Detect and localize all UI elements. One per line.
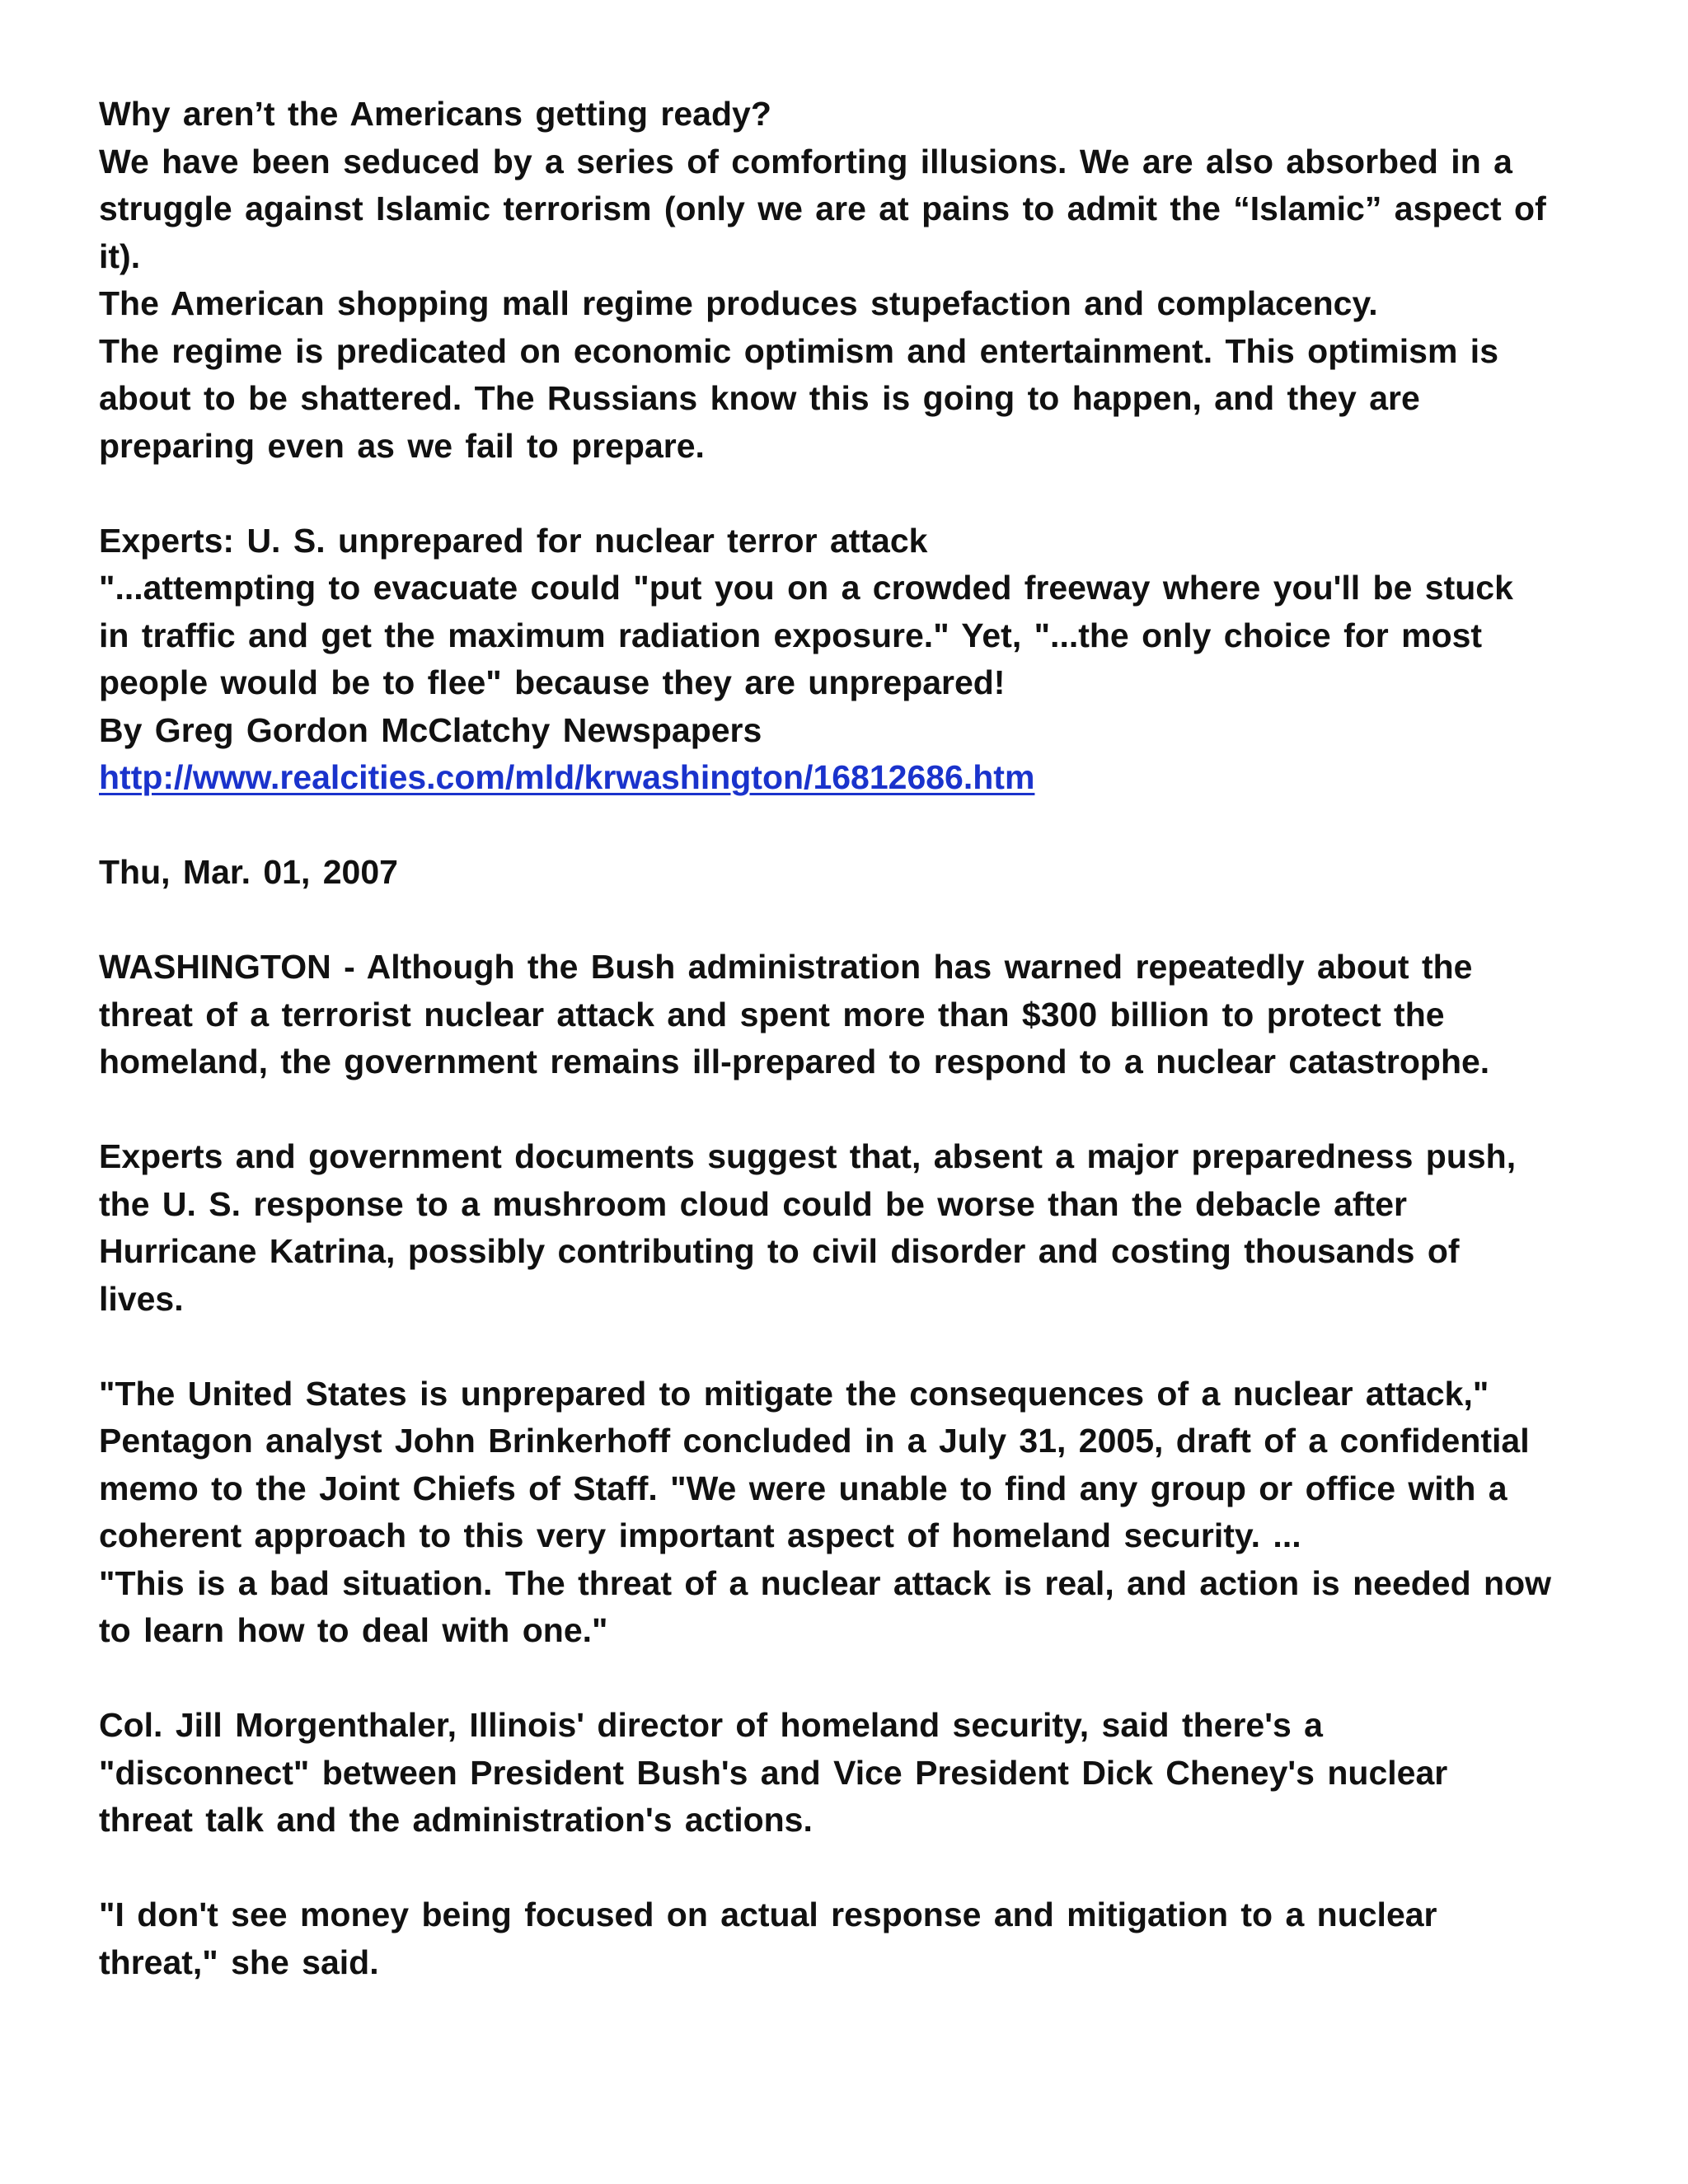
- paragraph-line: "This is a bad situation. The threat of a nuclear attack is real, and action is needed now: [99, 1563, 1552, 1602]
- intro-line: preparing even as we fail to prepare.: [99, 426, 705, 465]
- intro-line: it).: [99, 237, 141, 275]
- intro-line: The American shopping mall regime produces stupefaction and complacency.: [99, 284, 1378, 322]
- paragraph-line: homeland, the government remains ill-prepared to respond to a nuclear catastrophe.: [99, 1043, 1490, 1080]
- dateline: Thu, Mar. 01, 2007: [99, 853, 398, 891]
- document-page: [99, 91, 1582, 2034]
- headline-quote-line: people would be to flee" because they are unprepared!: [99, 663, 1006, 701]
- article-paragraph-2: [99, 1133, 1582, 1323]
- paragraph-line: to learn how to deal with one.": [99, 1611, 608, 1649]
- article-headline: Experts: U. S. unprepared for nuclear terror attack: [99, 521, 928, 560]
- paragraph-line: "The United States is unprepared to mitigate the consequences of a nuclear attack,": [99, 1374, 1489, 1413]
- paragraph-line: "I don't see money being focused on actual response and mitigation to a nuclear: [99, 1896, 1437, 1933]
- article-paragraph-5: [99, 1891, 1582, 1986]
- source-link[interactable]: http://www.realcities.com/mld/krwashington/16812686.htm: [99, 758, 1035, 796]
- paragraph-line: memo to the Joint Chiefs of Staff. "We were unable to find any group or office with a: [99, 1469, 1507, 1507]
- paragraph-line: Experts and government documents suggest that, absent a major preparedness push,: [99, 1137, 1517, 1175]
- intro-line: about to be shattered. The Russians know this is going to happen, and they are: [99, 379, 1420, 417]
- article-paragraph-3: [99, 1371, 1582, 1655]
- paragraph-line: threat," she said.: [99, 1943, 379, 1981]
- paragraph-line: Col. Jill Morgenthaler, Illinois' director of homeland security, said there's a: [99, 1706, 1323, 1744]
- intro-line: The regime is predicated on economic optimism and entertainment. This optimism is: [99, 331, 1498, 370]
- headline-quote-line: in traffic and get the maximum radiation exposure." Yet, "...the only choice for most: [99, 616, 1483, 654]
- paragraph-line: Hurricane Katrina, possibly contributing to civil disorder and costing thousands of: [99, 1232, 1460, 1270]
- intro-line: struggle against Islamic terrorism (only we are at pains to admit the “Islamic” aspect of: [99, 190, 1546, 227]
- headline-block: [99, 518, 1582, 802]
- paragraph-line: threat talk and the administration's actions.: [99, 1801, 813, 1839]
- paragraph-line: "disconnect" between President Bush's and Vice President Dick Cheney's nuclear: [99, 1753, 1448, 1792]
- paragraph-line: Pentagon analyst John Brinkerhoff concluded in a July 31, 2005, draft of a confidential: [99, 1422, 1530, 1460]
- byline: By Greg Gordon McClatchy Newspapers: [99, 710, 762, 749]
- headline-quote-line: "...attempting to evacuate could "put you on a crowded freeway where you'll be stuck: [99, 569, 1513, 607]
- intro-paragraph: [99, 91, 1582, 470]
- article-paragraph-4: [99, 1702, 1582, 1844]
- dateline-block: [99, 849, 1582, 897]
- article-paragraph-1: [99, 944, 1582, 1086]
- paragraph-line: coherent approach to this very important aspect of homeland security. ...: [99, 1516, 1301, 1554]
- intro-line: We have been seduced by a series of comforting illusions. We are also absorbed in a: [99, 142, 1512, 180]
- intro-line: Why aren’t the Americans getting ready?: [99, 95, 771, 133]
- paragraph-line: threat of a terrorist nuclear attack and spent more than $300 billion to protect the: [99, 995, 1445, 1033]
- paragraph-line: lives.: [99, 1279, 184, 1318]
- paragraph-line: the U. S. response to a mushroom cloud could be worse than the debacle after: [99, 1184, 1407, 1223]
- paragraph-line: WASHINGTON - Although the Bush administration has warned repeatedly about the: [99, 948, 1473, 986]
